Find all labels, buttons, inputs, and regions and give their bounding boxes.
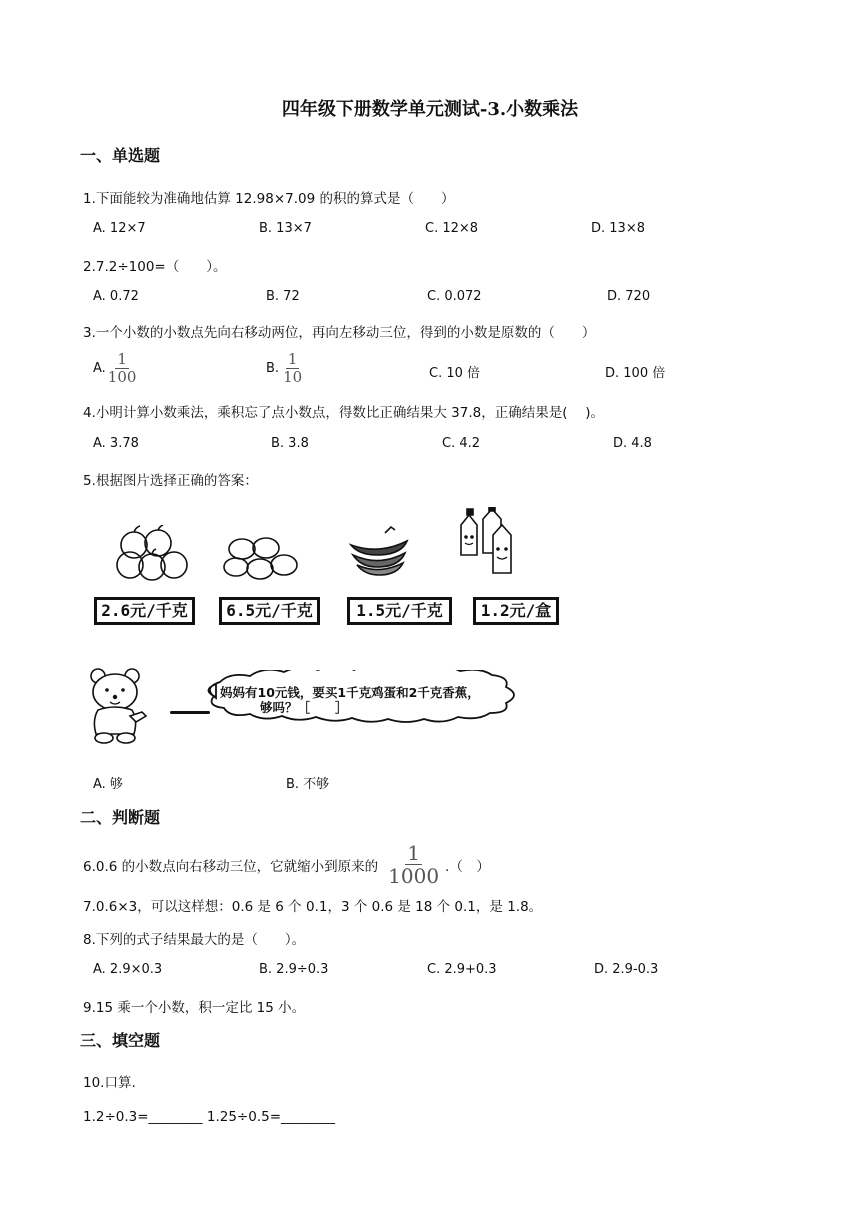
fraction-numerator: 1 bbox=[407, 841, 420, 865]
q4-option-b[interactable]: B. 3.8 bbox=[271, 436, 309, 451]
fraction-numerator: 1 bbox=[117, 350, 127, 368]
eggs-image bbox=[222, 535, 302, 585]
bear-image bbox=[84, 666, 150, 746]
question-8: 8.下列的式子结果最大的是（ ）。 bbox=[83, 932, 306, 948]
apples-image bbox=[112, 525, 192, 585]
question-10-answers[interactable]: 1.2÷0.3=________ 1.25÷0.5=________ bbox=[83, 1109, 336, 1125]
fraction-denominator: 10 bbox=[283, 368, 303, 386]
question-9: 9.15 乘一个小数，积一定比 15 小。 bbox=[83, 1000, 306, 1016]
fraction-denominator: 100 bbox=[107, 368, 137, 386]
page-title: 四年级下册数学单元测试-3.小数乘法 bbox=[281, 99, 579, 120]
price-apples: 2.6元/千克 bbox=[94, 597, 195, 625]
q2-option-a[interactable]: A. 0.72 bbox=[93, 289, 139, 304]
q3-option-b-prefix: B. bbox=[266, 361, 280, 376]
q5-option-a[interactable]: A. 够 bbox=[93, 777, 123, 792]
q3-option-a-fraction bbox=[108, 352, 137, 385]
question-6-fraction bbox=[388, 843, 439, 886]
question-6-tail: .（ ） bbox=[445, 858, 490, 875]
question-2: 2.7.2÷100=（ ）。 bbox=[83, 259, 227, 275]
q3-option-a-prefix: A. bbox=[93, 361, 106, 376]
q3-option-c[interactable]: C. 10 倍 bbox=[429, 366, 481, 381]
price-eggs: 6.5元/千克 bbox=[219, 597, 320, 625]
bubble-text-line-2: 够吗？［ ］ bbox=[260, 700, 348, 715]
price-bananas: 1.5元/千克 bbox=[347, 597, 452, 625]
q1-option-d[interactable]: D. 13×8 bbox=[591, 221, 645, 236]
section-heading-single-choice: 一、单选题 bbox=[80, 146, 161, 165]
q8-option-a[interactable]: A. 2.9×0.3 bbox=[93, 962, 163, 977]
q4-option-c[interactable]: C. 4.2 bbox=[442, 436, 481, 451]
question-3: 3.一个小数的小数点先向右移动两位，再向左移动三位，得到的小数是原数的（ ） bbox=[83, 325, 596, 341]
q1-option-b[interactable]: B. 13×7 bbox=[259, 221, 312, 236]
question-4: 4.小明计算小数乘法，乘积忘了点小数点，得数比正确结果大 37.8，正确结果是( )。 bbox=[83, 405, 605, 421]
q3-option-d[interactable]: D. 100 倍 bbox=[605, 366, 666, 381]
q4-option-a[interactable]: A. 3.78 bbox=[93, 436, 139, 451]
q1-option-a[interactable]: A. 12×7 bbox=[93, 221, 146, 236]
q4-option-d[interactable]: D. 4.8 bbox=[613, 436, 652, 451]
q8-option-b[interactable]: B. 2.9÷0.3 bbox=[259, 962, 329, 977]
question-6-text: 6.0.6 的小数点向右移动三位，它就缩小到原来的 bbox=[83, 858, 379, 875]
question-6 bbox=[83, 843, 490, 886]
q2-option-b[interactable]: B. 72 bbox=[266, 289, 300, 304]
bubble-text-line-1: 妈妈有10元钱，要买1千克鸡蛋和2千克香蕉， bbox=[220, 685, 480, 700]
question-10: 10.口算. bbox=[83, 1075, 136, 1091]
q3-option-b-fraction bbox=[283, 352, 302, 385]
bananas-image bbox=[345, 525, 415, 580]
section-heading-fill-in: 三、填空题 bbox=[80, 1031, 161, 1050]
question-5: 5.根据图片选择正确的答案： bbox=[83, 473, 258, 489]
fraction-denominator: 1000 bbox=[388, 864, 440, 888]
q5-option-b[interactable]: B. 不够 bbox=[286, 777, 330, 792]
q3-option-b[interactable] bbox=[266, 352, 302, 385]
q3-option-a[interactable] bbox=[93, 352, 136, 385]
price-milk: 1.2元/盒 bbox=[473, 597, 559, 625]
milk-cartons-image bbox=[457, 507, 522, 577]
q8-option-d[interactable]: D. 2.9-0.3 bbox=[594, 962, 659, 977]
q2-option-d[interactable]: D. 720 bbox=[607, 289, 651, 304]
q8-option-c[interactable]: C. 2.9+0.3 bbox=[427, 962, 497, 977]
question-1: 1.下面能较为准确地估算 12.98×7.09 的积的算式是（ ） bbox=[83, 191, 455, 207]
question-7: 7.0.6×3，可以这样想：0.6 是 6 个 0.1，3 个 0.6 是 18 个 0.1，是 1.8。 bbox=[83, 899, 543, 915]
fraction-numerator: 1 bbox=[287, 350, 298, 368]
q2-option-c[interactable]: C. 0.072 bbox=[427, 289, 482, 304]
q1-option-c[interactable]: C. 12×8 bbox=[425, 221, 479, 236]
section-heading-true-false: 二、判断题 bbox=[80, 808, 161, 827]
